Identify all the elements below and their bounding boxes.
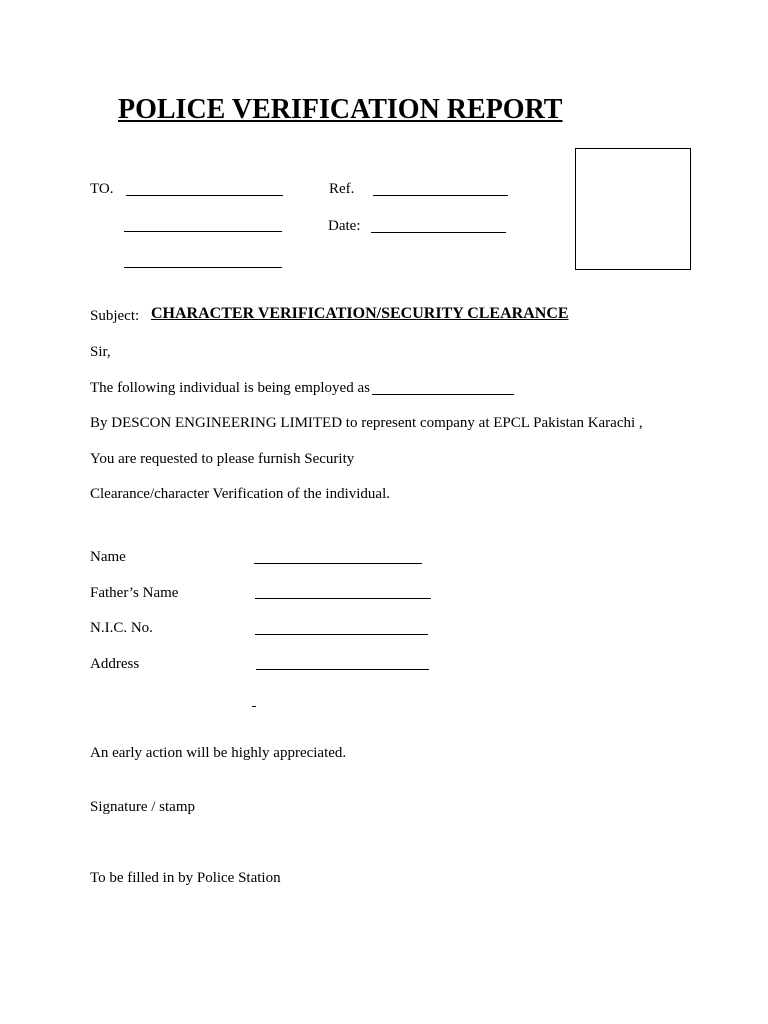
subject-text: CHARACTER VERIFICATION/SECURITY CLEARANCE <box>151 305 569 322</box>
page-title: POLICE VERIFICATION REPORT <box>118 94 563 125</box>
appreciation-text: An early action will be highly appreciated. <box>90 745 347 761</box>
signature-label: Signature / stamp <box>90 799 195 815</box>
father-name-line[interactable] <box>255 598 431 599</box>
ref-label: Ref. <box>329 181 355 197</box>
request-line-1: You are requested to please furnish Security <box>90 451 355 467</box>
employment-line: The following individual is being employed as <box>90 380 370 396</box>
salutation: Sir, <box>90 344 111 360</box>
ref-line[interactable] <box>373 195 508 196</box>
photo-box <box>575 148 691 270</box>
date-label: Date: <box>328 218 361 234</box>
name-label: Name <box>90 549 126 565</box>
date-line[interactable] <box>371 232 506 233</box>
father-name-label: Father’s Name <box>90 585 179 601</box>
to-line-3[interactable] <box>124 267 282 268</box>
designation-line[interactable] <box>372 394 514 395</box>
to-label: TO. <box>90 181 114 197</box>
nic-label: N.I.C. No. <box>90 620 153 636</box>
company-line: By DESCON ENGINEERING LIMITED to represent company at EPCL Pakistan Karachi , <box>90 415 643 431</box>
to-line-2[interactable] <box>124 231 282 232</box>
police-station-note: To be filled in by Police Station <box>90 870 281 886</box>
request-line-2: Clearance/character Verification of the individual. <box>90 486 390 502</box>
subject-label: Subject: <box>90 308 140 324</box>
address-label: Address <box>90 656 140 672</box>
to-line-1[interactable] <box>126 195 283 196</box>
address-line-2-mark <box>252 706 256 707</box>
nic-line[interactable] <box>255 634 428 635</box>
name-line[interactable] <box>254 563 422 564</box>
address-line[interactable] <box>256 669 429 670</box>
